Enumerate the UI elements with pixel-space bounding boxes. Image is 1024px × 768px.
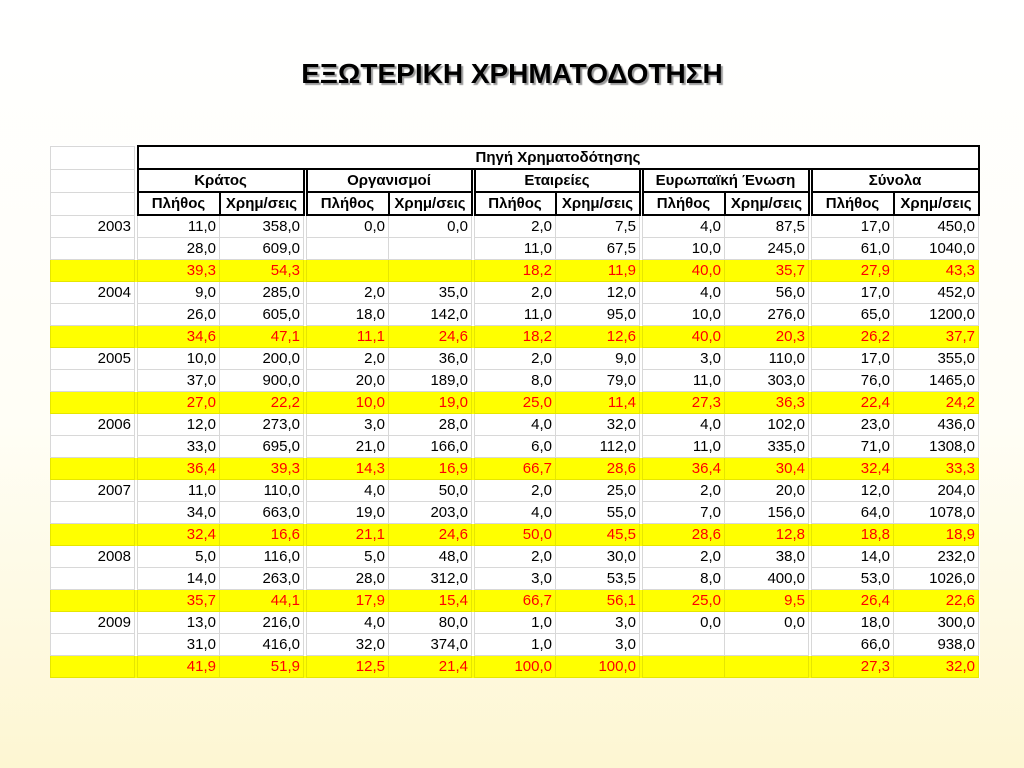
count-header: Πλήθος [643, 192, 725, 215]
table-cell: 263,0 [220, 568, 304, 590]
table-cell: 245,0 [725, 238, 809, 260]
table-cell: 35,7 [138, 590, 220, 612]
table-row [51, 304, 979, 326]
table-cell: 11,0 [138, 480, 220, 502]
table-cell: 36,3 [725, 392, 809, 414]
year-cell [51, 304, 135, 326]
table-cell: 66,7 [475, 458, 556, 480]
table-cell: 50,0 [475, 524, 556, 546]
table-cell: 51,9 [220, 656, 304, 678]
table-cell: 27,9 [812, 260, 894, 282]
table-cell: 5,0 [307, 546, 389, 568]
table-cell: 1200,0 [894, 304, 979, 326]
table-cell: 40,0 [643, 326, 725, 348]
table-cell: 53,0 [812, 568, 894, 590]
table-cell: 1026,0 [894, 568, 979, 590]
table-cell: 26,2 [812, 326, 894, 348]
table-cell: 34,0 [138, 502, 220, 524]
table-cell: 156,0 [725, 502, 809, 524]
table-cell: 189,0 [389, 370, 472, 392]
table-cell: 1,0 [475, 612, 556, 634]
percent-row [51, 260, 979, 282]
table-cell: 26,0 [138, 304, 220, 326]
table-cell: 25,0 [556, 480, 640, 502]
table-cell: 24,2 [894, 392, 979, 414]
corner-cell [51, 146, 135, 169]
funding-table [50, 145, 980, 678]
table-cell: 36,4 [643, 458, 725, 480]
table-cell: 102,0 [725, 414, 809, 436]
table-cell: 71,0 [812, 436, 894, 458]
table-cell: 110,0 [725, 348, 809, 370]
count-header: Πλήθος [812, 192, 894, 215]
table-cell: 358,0 [220, 215, 304, 238]
table-cell: 95,0 [556, 304, 640, 326]
table-cell: 3,0 [643, 348, 725, 370]
year-cell: 2005 [51, 348, 135, 370]
table-cell: 28,0 [138, 238, 220, 260]
table-cell: 100,0 [556, 656, 640, 678]
table-cell: 37,7 [894, 326, 979, 348]
table-cell: 11,0 [643, 370, 725, 392]
table-cell: 21,1 [307, 524, 389, 546]
table-cell: 13,0 [138, 612, 220, 634]
amount-header: Χρημ/σεις [556, 192, 640, 215]
table-cell: 28,6 [643, 524, 725, 546]
table-cell: 22,4 [812, 392, 894, 414]
table-cell: 21,0 [307, 436, 389, 458]
table-cell: 8,0 [475, 370, 556, 392]
table-cell: 12,5 [307, 656, 389, 678]
year-cell [51, 392, 135, 414]
table-row [51, 436, 979, 458]
table-cell: 20,3 [725, 326, 809, 348]
table-cell: 15,4 [389, 590, 472, 612]
table-cell: 7,5 [556, 215, 640, 238]
table-cell [725, 634, 809, 656]
table-cell: 76,0 [812, 370, 894, 392]
table-cell: 6,0 [475, 436, 556, 458]
table-cell: 11,0 [643, 436, 725, 458]
table-cell: 31,0 [138, 634, 220, 656]
table-cell: 67,5 [556, 238, 640, 260]
table-cell: 22,6 [894, 590, 979, 612]
table-cell: 2,0 [475, 546, 556, 568]
table-cell: 110,0 [220, 480, 304, 502]
table-cell: 17,0 [812, 215, 894, 238]
table-cell: 374,0 [389, 634, 472, 656]
table-cell: 21,4 [389, 656, 472, 678]
percent-row [51, 458, 979, 480]
table-cell: 4,0 [643, 414, 725, 436]
year-cell [51, 458, 135, 480]
percent-row [51, 656, 979, 678]
table-cell: 0,0 [643, 612, 725, 634]
table-cell: 695,0 [220, 436, 304, 458]
year-cell [51, 502, 135, 524]
table-cell: 18,2 [475, 326, 556, 348]
table-cell: 47,1 [220, 326, 304, 348]
table-cell: 38,0 [725, 546, 809, 568]
table-cell: 4,0 [643, 282, 725, 304]
table-cell: 203,0 [389, 502, 472, 524]
table-row [51, 480, 979, 502]
table-cell: 12,0 [556, 282, 640, 304]
table-row [51, 348, 979, 370]
table-row [51, 634, 979, 656]
table-cell: 452,0 [894, 282, 979, 304]
table-cell [643, 634, 725, 656]
amount-header: Χρημ/σεις [894, 192, 979, 215]
group-header: Ευρωπαϊκή Ένωση [643, 169, 809, 192]
table-cell: 28,0 [389, 414, 472, 436]
table-cell: 43,3 [894, 260, 979, 282]
table-cell: 32,4 [138, 524, 220, 546]
table-cell: 4,0 [475, 502, 556, 524]
table-cell: 45,5 [556, 524, 640, 546]
table-cell: 14,0 [812, 546, 894, 568]
table-cell: 2,0 [643, 480, 725, 502]
table-cell: 335,0 [725, 436, 809, 458]
table-cell: 300,0 [894, 612, 979, 634]
table-cell: 166,0 [389, 436, 472, 458]
table-cell: 10,0 [643, 238, 725, 260]
table-cell: 33,0 [138, 436, 220, 458]
table-cell: 2,0 [475, 348, 556, 370]
source-header: Πηγή Χρηματοδότησης [138, 146, 979, 169]
table-cell [389, 260, 472, 282]
table-cell: 20,0 [307, 370, 389, 392]
page-title: ΕΞΩΤΕΡΙΚΗ ΧΡΗΜΑΤΟΔΟΤΗΣΗ [301, 58, 723, 89]
table-cell: 33,3 [894, 458, 979, 480]
table-cell: 11,1 [307, 326, 389, 348]
count-header: Πλήθος [307, 192, 389, 215]
table-cell: 1078,0 [894, 502, 979, 524]
table-cell: 11,0 [475, 304, 556, 326]
table-cell: 0,0 [725, 612, 809, 634]
table-cell: 35,0 [389, 282, 472, 304]
table-cell: 400,0 [725, 568, 809, 590]
table-cell: 3,0 [556, 634, 640, 656]
table-cell: 27,3 [812, 656, 894, 678]
table-cell: 24,6 [389, 524, 472, 546]
table-cell: 0,0 [389, 215, 472, 238]
table-cell: 36,4 [138, 458, 220, 480]
table-cell [725, 656, 809, 678]
table-cell: 303,0 [725, 370, 809, 392]
year-cell [51, 326, 135, 348]
table-cell: 4,0 [475, 414, 556, 436]
table-cell: 900,0 [220, 370, 304, 392]
table-cell: 32,0 [894, 656, 979, 678]
table-cell: 35,7 [725, 260, 809, 282]
count-header: Πλήθος [475, 192, 556, 215]
table-cell: 9,0 [556, 348, 640, 370]
year-cell [51, 656, 135, 678]
table-cell: 200,0 [220, 348, 304, 370]
year-cell: 2009 [51, 612, 135, 634]
table-cell: 1465,0 [894, 370, 979, 392]
year-cell [51, 524, 135, 546]
table-cell: 1,0 [475, 634, 556, 656]
table-cell: 61,0 [812, 238, 894, 260]
table-cell: 3,0 [475, 568, 556, 590]
table-cell: 54,3 [220, 260, 304, 282]
table-cell: 18,0 [307, 304, 389, 326]
amount-header: Χρημ/σεις [220, 192, 304, 215]
table-cell [643, 656, 725, 678]
table-cell: 663,0 [220, 502, 304, 524]
table-cell: 2,0 [475, 480, 556, 502]
table-cell: 41,9 [138, 656, 220, 678]
year-cell [51, 568, 135, 590]
table-cell: 12,6 [556, 326, 640, 348]
group-header: Οργανισμοί [307, 169, 472, 192]
table-cell: 24,6 [389, 326, 472, 348]
table-cell: 87,5 [725, 215, 809, 238]
table-cell: 100,0 [475, 656, 556, 678]
table-cell: 64,0 [812, 502, 894, 524]
table-cell: 7,0 [643, 502, 725, 524]
table-cell: 26,4 [812, 590, 894, 612]
percent-row [51, 326, 979, 348]
group-header: Κράτος [138, 169, 304, 192]
table-cell: 142,0 [389, 304, 472, 326]
table-cell: 48,0 [389, 546, 472, 568]
year-cell: 2004 [51, 282, 135, 304]
year-cell [51, 260, 135, 282]
year-cell: 2006 [51, 414, 135, 436]
year-cell [51, 238, 135, 260]
table-row [51, 414, 979, 436]
table-cell: 5,0 [138, 546, 220, 568]
table-cell: 9,0 [138, 282, 220, 304]
table-cell: 22,2 [220, 392, 304, 414]
table-cell: 450,0 [894, 215, 979, 238]
table-cell: 416,0 [220, 634, 304, 656]
table-cell: 56,0 [725, 282, 809, 304]
table-cell: 938,0 [894, 634, 979, 656]
table-cell: 11,0 [475, 238, 556, 260]
table-cell: 216,0 [220, 612, 304, 634]
table-cell: 65,0 [812, 304, 894, 326]
table-cell: 11,9 [556, 260, 640, 282]
table-cell: 25,0 [475, 392, 556, 414]
group-header: Εταιρείες [475, 169, 640, 192]
table-cell: 39,3 [220, 458, 304, 480]
table-cell: 39,3 [138, 260, 220, 282]
table-row [51, 282, 979, 304]
table-cell: 609,0 [220, 238, 304, 260]
table-cell: 10,0 [307, 392, 389, 414]
table-row [51, 568, 979, 590]
table-row [51, 238, 979, 260]
table-cell: 8,0 [643, 568, 725, 590]
table-cell: 32,4 [812, 458, 894, 480]
table-row [51, 215, 979, 238]
table-cell: 2,0 [475, 282, 556, 304]
table-cell: 2,0 [643, 546, 725, 568]
table-cell: 11,0 [138, 215, 220, 238]
table-cell: 17,0 [812, 282, 894, 304]
amount-header: Χρημ/σεις [389, 192, 472, 215]
table-cell: 1040,0 [894, 238, 979, 260]
table-cell: 10,0 [643, 304, 725, 326]
year-cell [51, 436, 135, 458]
table-cell: 19,0 [389, 392, 472, 414]
table-cell: 80,0 [389, 612, 472, 634]
table-cell: 355,0 [894, 348, 979, 370]
table-cell: 2,0 [475, 215, 556, 238]
table-cell: 17,0 [812, 348, 894, 370]
table-cell: 66,7 [475, 590, 556, 612]
table-row [51, 546, 979, 568]
table-cell: 10,0 [138, 348, 220, 370]
table-cell: 25,0 [643, 590, 725, 612]
table-cell: 9,5 [725, 590, 809, 612]
table-cell: 16,6 [220, 524, 304, 546]
table-cell: 20,0 [725, 480, 809, 502]
table-cell: 19,0 [307, 502, 389, 524]
table-cell: 11,4 [556, 392, 640, 414]
table-cell: 436,0 [894, 414, 979, 436]
table-cell: 112,0 [556, 436, 640, 458]
table-cell: 605,0 [220, 304, 304, 326]
table-cell: 27,3 [643, 392, 725, 414]
table-cell: 4,0 [307, 612, 389, 634]
table-cell [389, 238, 472, 260]
table-cell: 23,0 [812, 414, 894, 436]
percent-row [51, 590, 979, 612]
percent-row [51, 524, 979, 546]
table-cell: 14,0 [138, 568, 220, 590]
table-cell: 34,6 [138, 326, 220, 348]
year-cell [51, 634, 135, 656]
table-cell: 204,0 [894, 480, 979, 502]
table-cell: 27,0 [138, 392, 220, 414]
corner-cell [51, 169, 135, 192]
table-cell [307, 260, 389, 282]
table-cell: 4,0 [307, 480, 389, 502]
table-cell: 3,0 [307, 414, 389, 436]
table-cell: 30,4 [725, 458, 809, 480]
table-cell: 44,1 [220, 590, 304, 612]
table-cell: 14,3 [307, 458, 389, 480]
table-cell: 16,9 [389, 458, 472, 480]
table-cell: 2,0 [307, 282, 389, 304]
table-cell: 18,8 [812, 524, 894, 546]
table-cell: 66,0 [812, 634, 894, 656]
year-cell: 2003 [51, 215, 135, 238]
year-cell [51, 370, 135, 392]
table-cell: 55,0 [556, 502, 640, 524]
table-cell: 2,0 [307, 348, 389, 370]
table-cell: 28,0 [307, 568, 389, 590]
table-cell: 36,0 [389, 348, 472, 370]
year-cell: 2007 [51, 480, 135, 502]
table-cell: 285,0 [220, 282, 304, 304]
table-cell: 18,0 [812, 612, 894, 634]
table-cell: 276,0 [725, 304, 809, 326]
table-cell: 50,0 [389, 480, 472, 502]
table-cell: 312,0 [389, 568, 472, 590]
table-cell: 56,1 [556, 590, 640, 612]
table-cell: 12,0 [812, 480, 894, 502]
year-cell [51, 590, 135, 612]
table-cell: 3,0 [556, 612, 640, 634]
table-cell: 4,0 [643, 215, 725, 238]
table-cell: 12,0 [138, 414, 220, 436]
table-cell: 18,9 [894, 524, 979, 546]
table-cell: 53,5 [556, 568, 640, 590]
table-cell: 32,0 [556, 414, 640, 436]
table-cell: 28,6 [556, 458, 640, 480]
table-row [51, 612, 979, 634]
table-cell: 40,0 [643, 260, 725, 282]
amount-header: Χρημ/σεις [725, 192, 809, 215]
table-cell: 273,0 [220, 414, 304, 436]
year-cell: 2008 [51, 546, 135, 568]
table-cell: 17,9 [307, 590, 389, 612]
table-row [51, 370, 979, 392]
table-cell: 116,0 [220, 546, 304, 568]
table-cell: 18,2 [475, 260, 556, 282]
table-cell: 232,0 [894, 546, 979, 568]
count-header: Πλήθος [138, 192, 220, 215]
table-cell [307, 238, 389, 260]
table-cell: 30,0 [556, 546, 640, 568]
table-cell: 0,0 [307, 215, 389, 238]
table-cell: 1308,0 [894, 436, 979, 458]
corner-cell [51, 192, 135, 215]
table-row [51, 502, 979, 524]
table-cell: 32,0 [307, 634, 389, 656]
table-cell: 12,8 [725, 524, 809, 546]
group-header: Σύνολα [812, 169, 979, 192]
table-cell: 37,0 [138, 370, 220, 392]
percent-row [51, 392, 979, 414]
table-cell: 79,0 [556, 370, 640, 392]
